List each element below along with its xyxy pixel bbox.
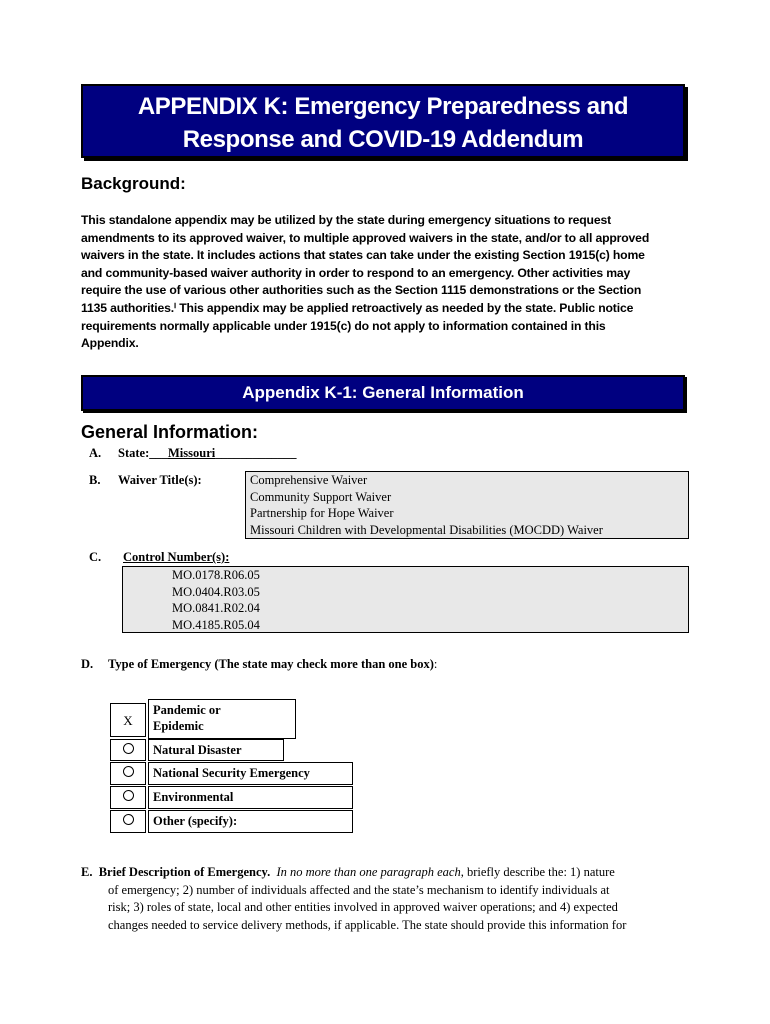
option-label: National Security Emergency: [148, 762, 353, 785]
item-a-letter: A.: [89, 446, 102, 460]
control-number: MO.0841.R02.04: [172, 601, 260, 615]
option-label-line: Epidemic: [153, 719, 204, 733]
option-checkbox[interactable]: [110, 739, 146, 761]
background-heading: Background:: [81, 174, 186, 193]
state-value: Missouri: [168, 446, 216, 460]
option-checkbox[interactable]: [110, 810, 146, 833]
background-line: amendments to its approved waiver, to multiple approved waivers in the state, and/or to all approved: [81, 230, 650, 245]
option-label: Other (specify):: [148, 810, 353, 833]
emergency-type-prompt: [108, 657, 437, 672]
description-line: of emergency; 2) number of individuals affected and the state’s mechanism to identify individuals at: [108, 882, 610, 897]
option-label: [148, 699, 296, 739]
state-field: [118, 446, 296, 461]
title-line-2: Response and COVID-19 Addendum: [182, 126, 584, 153]
control-number: MO.4185.R05.04: [172, 617, 260, 632]
description-line: changes needed to service delivery methods, if applicable. The state should provide this information for: [108, 917, 627, 932]
circle-icon: [123, 766, 134, 777]
circle-icon: [123, 743, 134, 754]
option-label-line: Pandemic or: [153, 703, 221, 717]
waiver-title: Missouri Children with Developmental Disabilities (MOCDD) Waiver: [250, 522, 603, 537]
background-line: This standalone appendix may be utilized by the state during emergency situations to request: [81, 213, 612, 227]
state-label: State:___: [118, 446, 168, 460]
item-c-letter: C.: [89, 550, 102, 564]
description-line: [81, 864, 691, 882]
waiver-title-label: Waiver Title(s):: [118, 473, 202, 487]
option-label: Environmental: [148, 786, 353, 809]
option-checkbox[interactable]: [110, 762, 146, 785]
background-paragraph: [81, 212, 681, 353]
option-checkbox[interactable]: [110, 786, 146, 809]
waiver-title: Comprehensive Waiver: [250, 473, 368, 487]
circle-icon: [123, 790, 134, 801]
item-e-letter: E.: [81, 865, 93, 879]
appendix-k1-heading: Appendix K-1: General Information: [242, 383, 524, 402]
background-line: requirements normally applicable under 1915(c) do not apply to information contained in this: [81, 318, 606, 333]
background-line: require the use of various other authorities such as the Section 1115 demonstrations or the Section: [81, 283, 642, 298]
background-line: and community-based waiver authority in order to respond to an emergency. Other activities may: [81, 265, 631, 280]
title-line-1: APPENDIX K: Emergency Preparedness and: [137, 93, 629, 120]
description-line: risk; 3) roles of state, local and other entities involved in approved waiver operations; and 4) expected: [108, 900, 618, 914]
item-b-letter: B.: [89, 473, 101, 487]
brief-description-section: [81, 864, 691, 934]
appendix-title-banner: [81, 84, 685, 158]
background-line: Appendix.: [81, 336, 139, 351]
appendix-k1-banner: [81, 375, 685, 411]
background-line: waivers in the state. It includes actions that states can take under the existing Section 1915(c) home: [81, 248, 645, 263]
waiver-title: Community Support Waiver: [250, 489, 392, 504]
background-line: 1135 authorities.ⁱ This appendix may be applied retroactively as needed by the state. Public notice: [81, 300, 634, 315]
description-text: , briefly describe the: 1) nature: [460, 865, 615, 879]
x-mark-icon: X: [123, 713, 133, 728]
item-d-letter: D.: [81, 657, 94, 671]
circle-icon: [123, 814, 134, 825]
description-label: Brief Description of Emergency.: [98, 865, 271, 879]
control-number-label: Control Number(s):: [123, 550, 230, 564]
general-information-heading: General Information:: [81, 422, 259, 442]
option-label: Natural Disaster: [148, 739, 284, 761]
waiver-titles-field: [245, 471, 689, 539]
description-italic: In no more than one paragraph each: [276, 865, 461, 879]
emergency-type-label: Type of Emergency (The state may check more than one box): [108, 657, 434, 671]
option-checkbox-checked[interactable]: [110, 703, 146, 737]
control-number: MO.0404.R03.05: [172, 584, 260, 599]
state-trail: _____________: [215, 446, 297, 460]
control-numbers-field: [122, 566, 689, 633]
control-number: MO.0178.R06.05: [172, 568, 260, 582]
emergency-type-suffix: :: [433, 657, 438, 671]
waiver-title: Partnership for Hope Waiver: [250, 506, 394, 520]
